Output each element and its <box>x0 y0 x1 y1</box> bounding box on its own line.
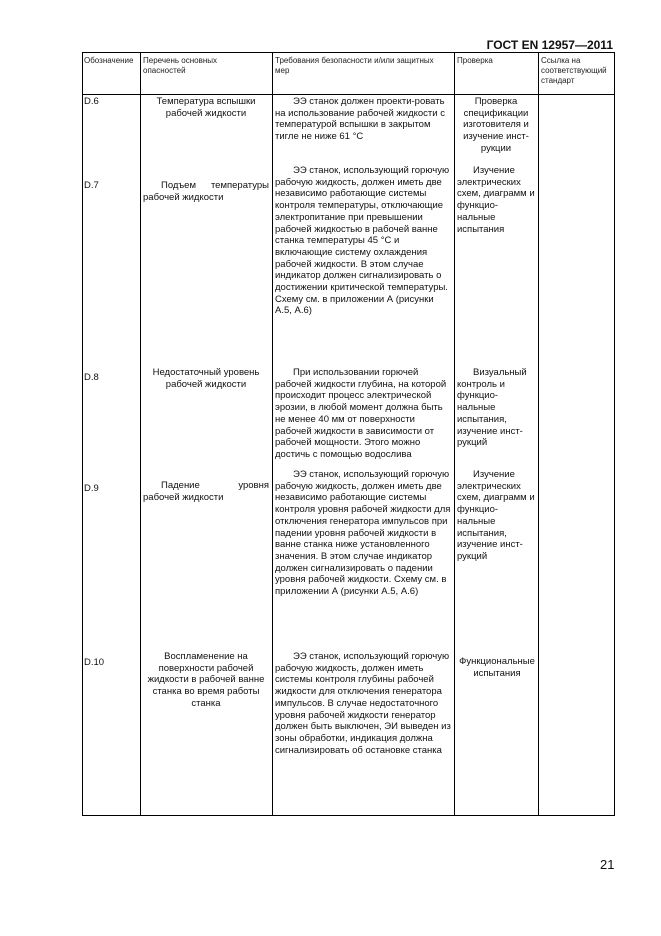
standard-header: ГОСТ EN 12957—2011 <box>486 38 613 52</box>
header-verification: Проверка <box>457 56 493 65</box>
row-hazard: Подъем температуры рабочей жидкости <box>143 180 269 203</box>
row-verification: Изучение электрических схем, диаграмм и функцио-нальные испытания, изучение инст-рукций <box>457 469 535 562</box>
row-id: D.7 <box>84 180 99 191</box>
header-reference: Ссылка на соответствующий стандарт <box>541 56 607 85</box>
row-id: D.8 <box>84 372 99 383</box>
row-hazard: Температура вспышки рабочей жидкости <box>156 96 256 119</box>
header-divider <box>83 94 614 95</box>
row-measures: ЭЭ станок, использующий горючую рабочую жидкость, должен иметь системы контроля глубины рабочей жидкости для отключения генератора импульсов. В случае недостаточного уровня рабочей жидкости генератор должен быть выключен, ЭИ выведен из зоны обработки, индикация должна сигнализировать об остановке станка <box>275 651 451 756</box>
column-divider <box>454 53 455 815</box>
page-number: 21 <box>600 857 615 872</box>
column-divider <box>140 53 141 815</box>
row-verification: Функциональные испытания <box>459 656 535 679</box>
row-measures: ЭЭ станок, использующий горючую рабочую жидкость, должен иметь две независимо работающие системы контроля температуры, отключающие электропитание при превышении рабочей жидкостью в рабочей ванне станка температуры 45 °С и включающие систему охлаждения рабочей жидкости. В этом случае индикатор должен сигнализировать о достижении критической температуры. Схему см. в приложении А (рисунки А.5, А.6) <box>275 165 450 317</box>
row-hazard: Падение уровня рабочей жидкости <box>143 480 269 503</box>
header-designation: Обозначение <box>84 56 134 65</box>
row-id: D.6 <box>84 96 99 107</box>
row-verification: Изучение электрических схем, диаграмм и функцио-нальные испытания <box>457 165 535 235</box>
row-hazard: Недостаточный уровень рабочей жидкости <box>152 367 260 390</box>
row-verification: Проверка спецификации изготовителя и изучение инст-рукции <box>463 96 529 154</box>
header-hazards: Перечень основных опасностей <box>143 56 217 75</box>
column-divider <box>538 53 539 815</box>
requirements-table <box>82 52 615 816</box>
row-measures: При использовании горючей рабочей жидкости глубина, на которой происходит процесс электрической эрозии, в любой момент должна быть не менее 40 мм от поверхности рабочей жидкости в зависимости от рабочей мощности. Этого можно достичь с помощью водослива <box>275 367 447 460</box>
row-id: D.10 <box>84 657 105 668</box>
row-verification: Визуальный контроль и функцио-нальные испытания, изучение инст-рукций <box>457 367 527 449</box>
row-measures: ЭЭ станок, использующий горючую рабочую жидкость, должен иметь две независимо работающие системы контроля уровня рабочей жидкости для отключения генератора импульсов при падении уровня рабочей жидкости в ванне станка ниже установленного значения. В этом случае индикатор должен сигнализировать о падении уровня рабочей жидкости. Схему см. в приложении А (рисунки А.5, А.6) <box>275 469 451 598</box>
row-hazard: Воспламенение на поверхности рабочей жидкости в рабочей ванне станка во время работы станка <box>147 651 265 709</box>
row-id: D.9 <box>84 483 99 494</box>
row-measures: ЭЭ станок должен проекти-ровать на использование рабочей жидкости с температурой вспышки в закрытом тигле не ниже 61 °С <box>275 96 445 143</box>
column-divider <box>272 53 273 815</box>
header-measures: Требования безопасности и/или защитных мер <box>275 56 434 75</box>
